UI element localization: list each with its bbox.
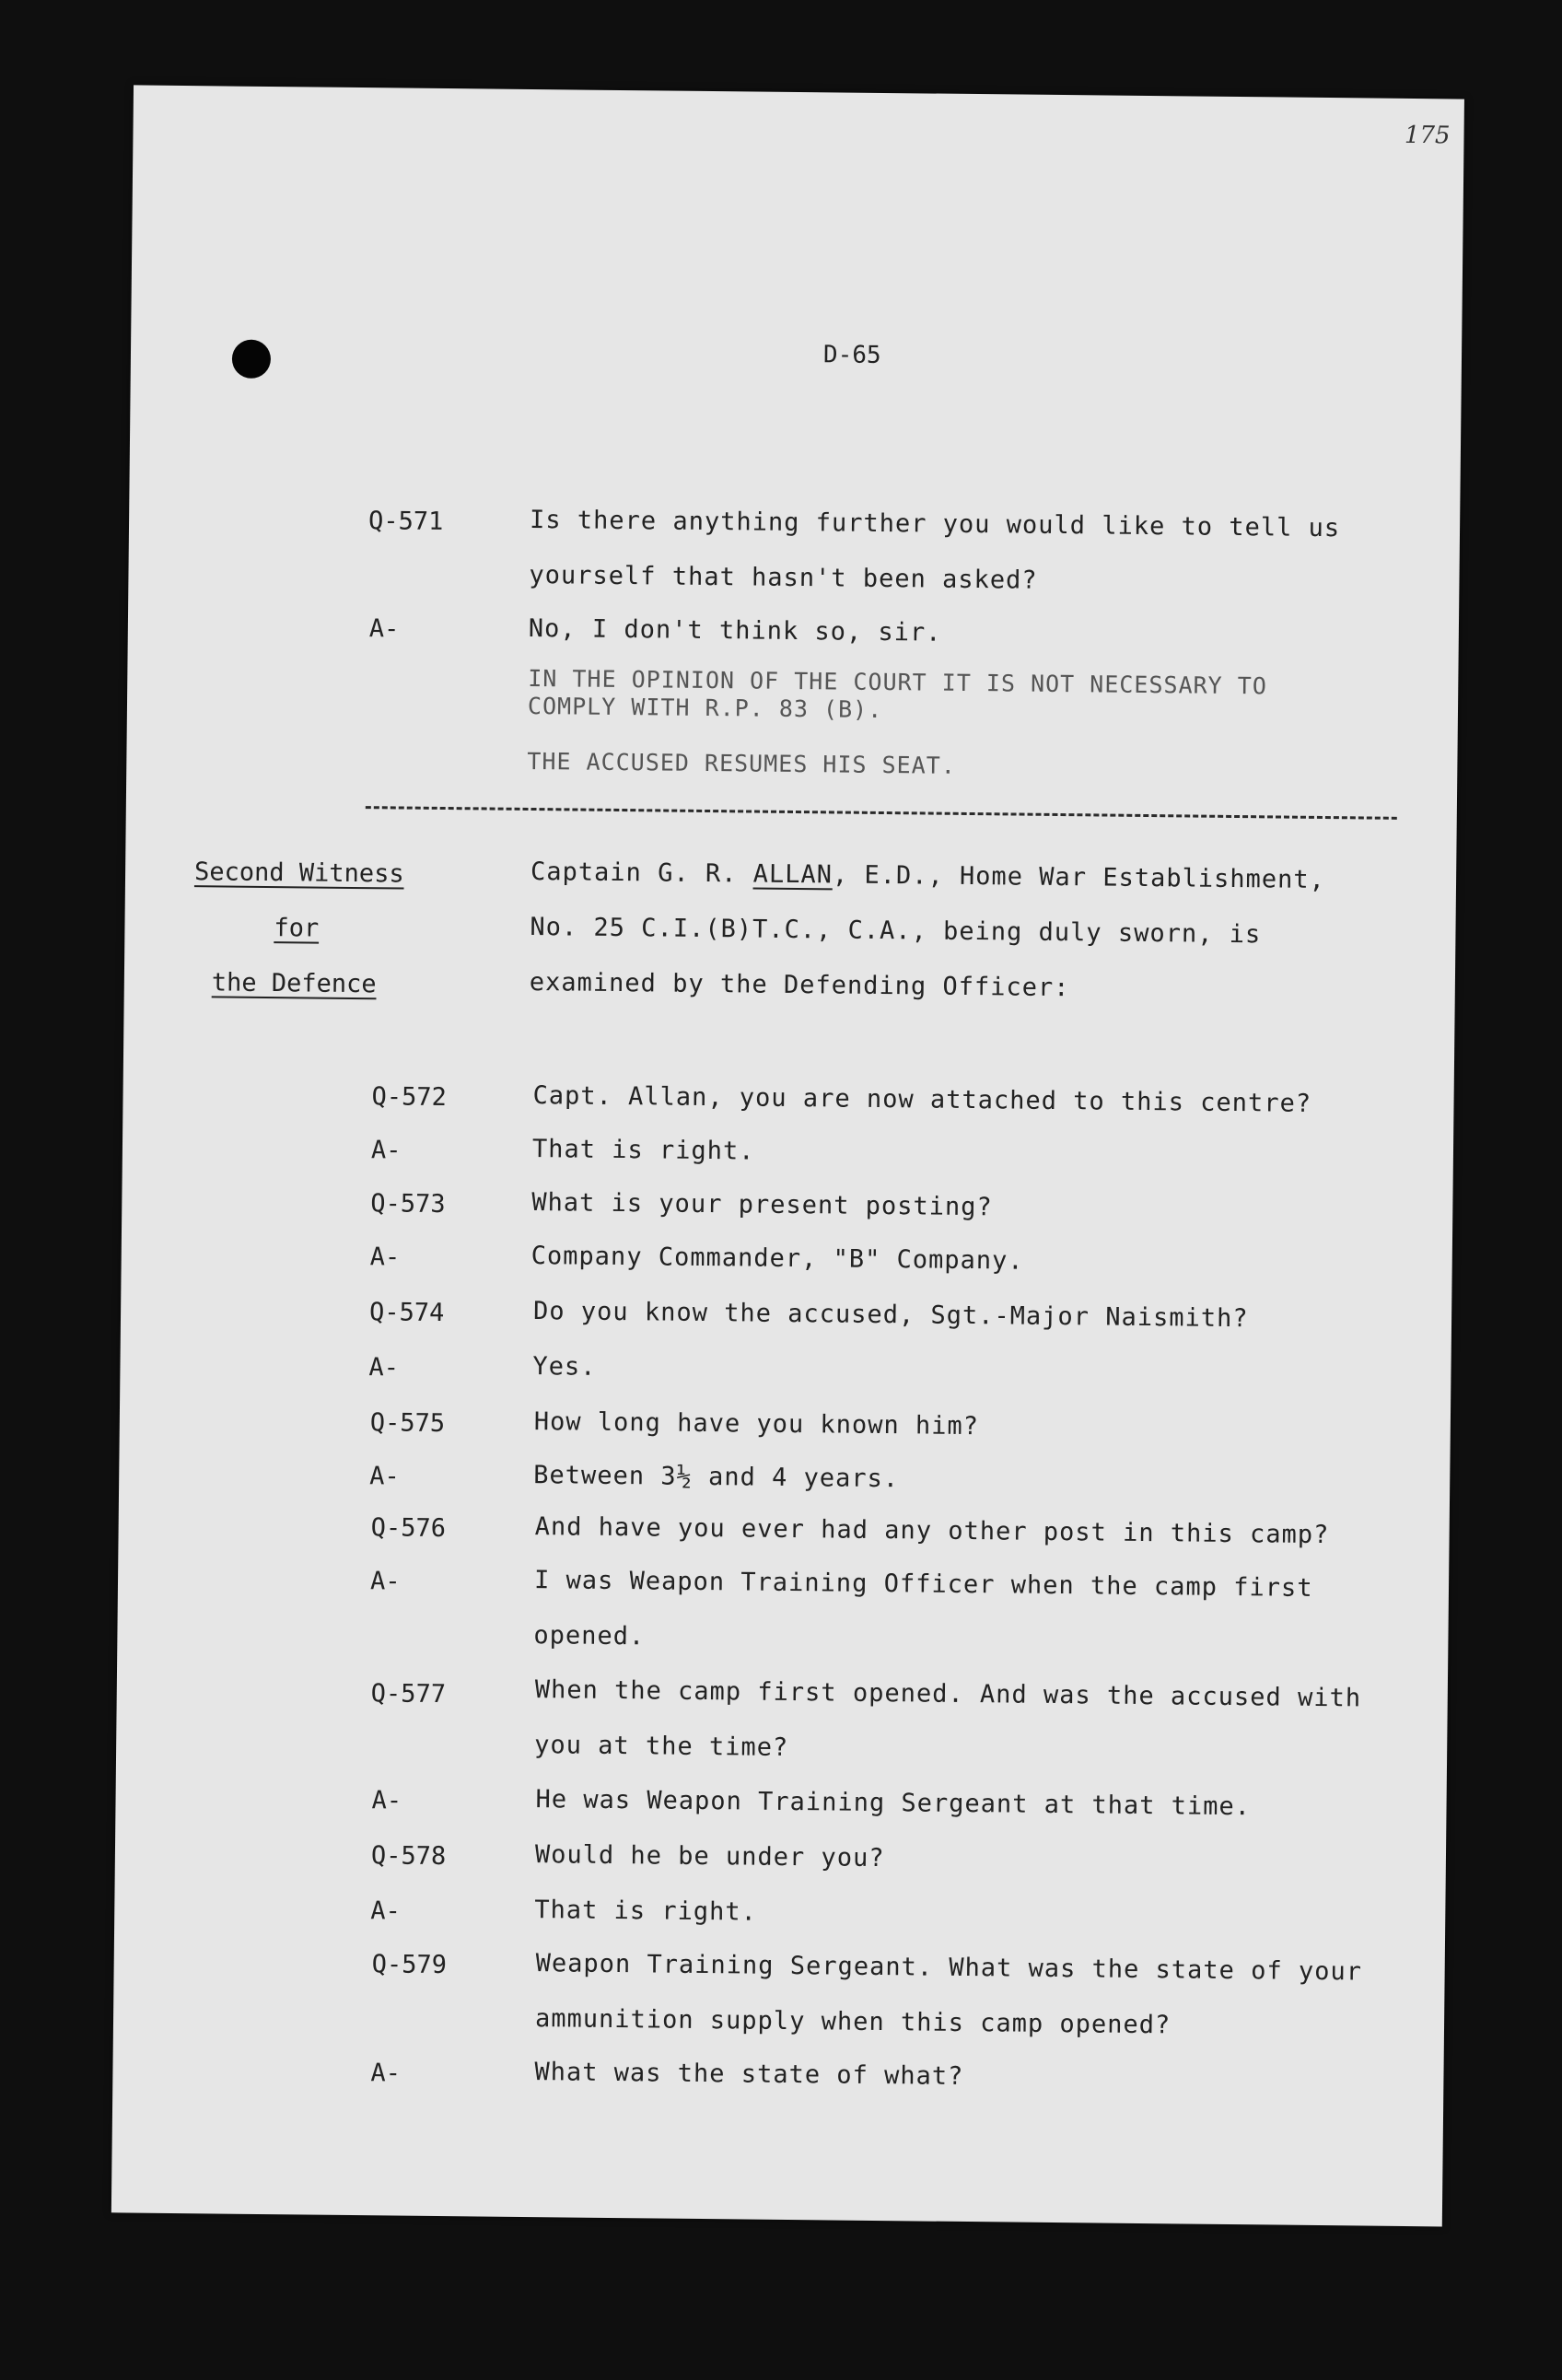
question-text: Do you know the accused, Sgt.-Major Naismith?: [532, 1297, 1249, 1334]
answer-label: A-: [369, 1567, 401, 1596]
answer-label: A-: [371, 1786, 402, 1815]
witness-name: ALLAN: [752, 859, 833, 890]
witness-intro-text: , E.D., Home War Establishment,: [832, 860, 1326, 895]
answer-label: A-: [368, 1353, 400, 1382]
answer-text: What was the state of what?: [534, 2058, 964, 2091]
question-label: Q-572: [371, 1082, 447, 1113]
question-text: What is your present posting?: [531, 1188, 993, 1222]
question-label: Q-571: [367, 507, 444, 536]
answer-text: Yes.: [532, 1352, 597, 1382]
witness-intro-text: Captain G. R.: [530, 857, 753, 889]
answer-text: I was Weapon Training Officer when the camp first: [533, 1566, 1313, 1603]
question-text: Weapon Training Sergeant. What was the state of your: [535, 1949, 1363, 1987]
answer-text: No, I don't think so, sir.: [528, 613, 942, 648]
answer-label: A-: [369, 1462, 400, 1491]
question-label: Q-574: [368, 1298, 445, 1328]
question-text: When the camp first opened. And was the accused with: [534, 1675, 1362, 1713]
answer-text: That is right.: [534, 1896, 758, 1927]
question-label: Q-576: [370, 1513, 447, 1544]
punch-hole: [232, 340, 271, 379]
answer-label: A-: [370, 2059, 402, 2088]
witness-intro: [530, 858, 1325, 894]
question-label: Q-578: [370, 1841, 447, 1872]
question-text: you at the time?: [534, 1731, 789, 1762]
question-text: Is there anything further you would like to tell us: [529, 505, 1341, 543]
answer-label: A-: [369, 1242, 401, 1272]
answer-text: opened.: [533, 1621, 646, 1651]
answer-text: Company Commander, "B" Company.: [530, 1242, 1024, 1276]
section-separator: [366, 806, 1397, 820]
witness-intro: examined by the Defending Officer:: [529, 967, 1070, 1003]
court-note: COMPLY WITH R.P. 83 (B).: [527, 692, 883, 723]
answer-text: Between 3½ and 4 years.: [533, 1461, 900, 1494]
question-text: yourself that hasn't been asked?: [529, 560, 1038, 595]
question-text: Would he be under you?: [534, 1840, 885, 1873]
page-number: D-65: [822, 341, 881, 369]
answer-label: A-: [368, 614, 400, 644]
question-text: ammunition supply when this camp opened?: [534, 2004, 1172, 2040]
question-label: Q-577: [370, 1679, 447, 1709]
answer-text: That is right.: [531, 1135, 755, 1166]
question-label: Q-575: [369, 1408, 446, 1439]
court-note: IN THE OPINION OF THE COURT IT IS NOT NECESSARY TO: [528, 664, 1268, 700]
document-page: [111, 85, 1464, 2226]
witness-heading: for: [274, 914, 320, 943]
question-text: And have you ever had any other post in this camp?: [534, 1512, 1330, 1550]
answer-text: He was Weapon Training Sergeant at that time.: [535, 1785, 1252, 1822]
answer-label: A-: [370, 1136, 402, 1165]
witness-heading: the Defence: [211, 968, 377, 999]
question-text: Capt. Allan, you are now attached to this centre?: [532, 1081, 1312, 1118]
court-note: THE ACCUSED RESUMES HIS SEAT.: [527, 747, 957, 779]
witness-intro: No. 25 C.I.(B)T.C., C.A., being duly sworn, is: [530, 912, 1262, 950]
witness-heading: Second Witness: [193, 858, 404, 889]
question-text: How long have you known him?: [533, 1407, 980, 1441]
answer-label: A-: [370, 1896, 401, 1926]
question-label: Q-579: [371, 1950, 448, 1980]
folio-number: 175: [1404, 121, 1451, 150]
question-label: Q-573: [370, 1189, 446, 1219]
